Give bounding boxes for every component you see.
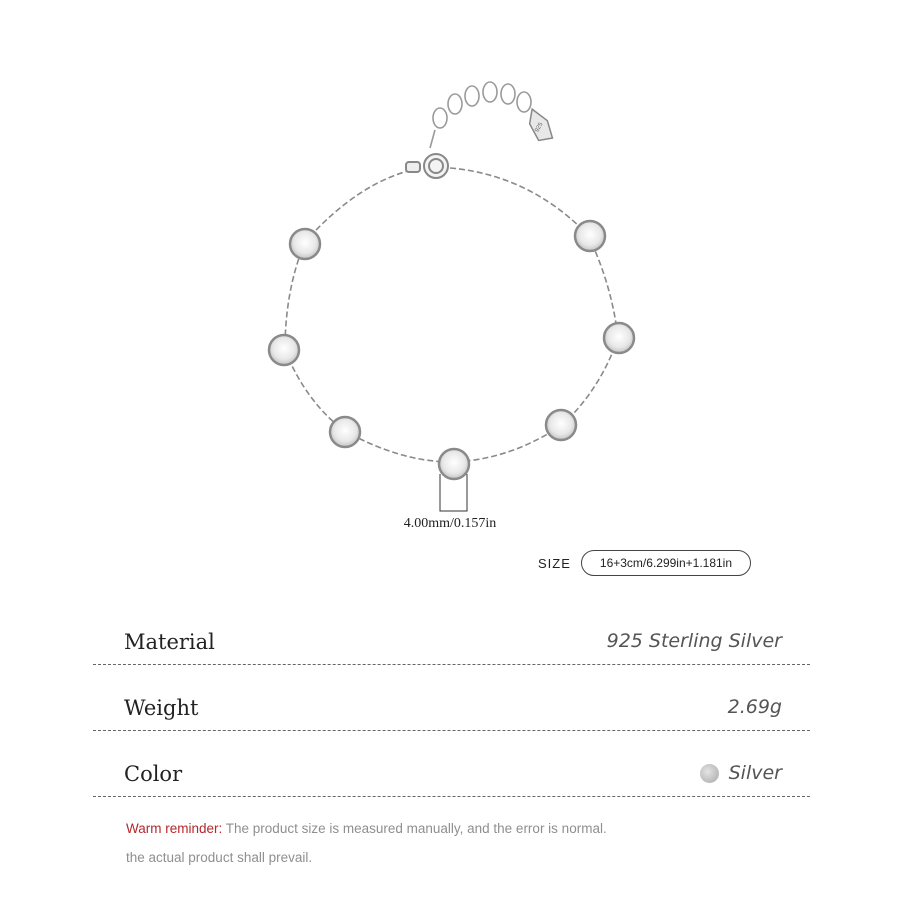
reminder-text-1: The product size is measured manually, and the error is normal. <box>225 821 607 836</box>
svg-text:925: 925 <box>534 121 545 134</box>
size-row <box>538 549 751 577</box>
color-swatch <box>700 764 719 783</box>
spec-row-weight <box>93 686 810 731</box>
weight-value <box>728 696 782 718</box>
weight-label: Weight <box>124 696 199 720</box>
weight-value-text: 2.69g <box>727 696 782 718</box>
color-value <box>700 762 782 784</box>
material-value-text: 925 Sterling Silver <box>606 630 782 652</box>
reminder-line-1 <box>126 814 607 843</box>
warm-reminder <box>126 814 607 872</box>
reminder-text-2: the actual product shall prevail. <box>126 850 313 865</box>
reminder-title: Warm reminder: <box>126 821 223 836</box>
color-label: Color <box>124 762 183 786</box>
spec-row-color <box>93 752 810 797</box>
stone-size-label: 4.00mm/0.157in <box>403 516 497 531</box>
material-label: Material <box>124 630 215 654</box>
material-value <box>607 630 782 652</box>
size-label: SIZE <box>538 555 571 571</box>
spec-row-material <box>93 620 810 665</box>
size-value-pill: 16+3cm/6.299in+1.181in <box>581 550 751 576</box>
color-value-text: Silver <box>728 762 782 784</box>
